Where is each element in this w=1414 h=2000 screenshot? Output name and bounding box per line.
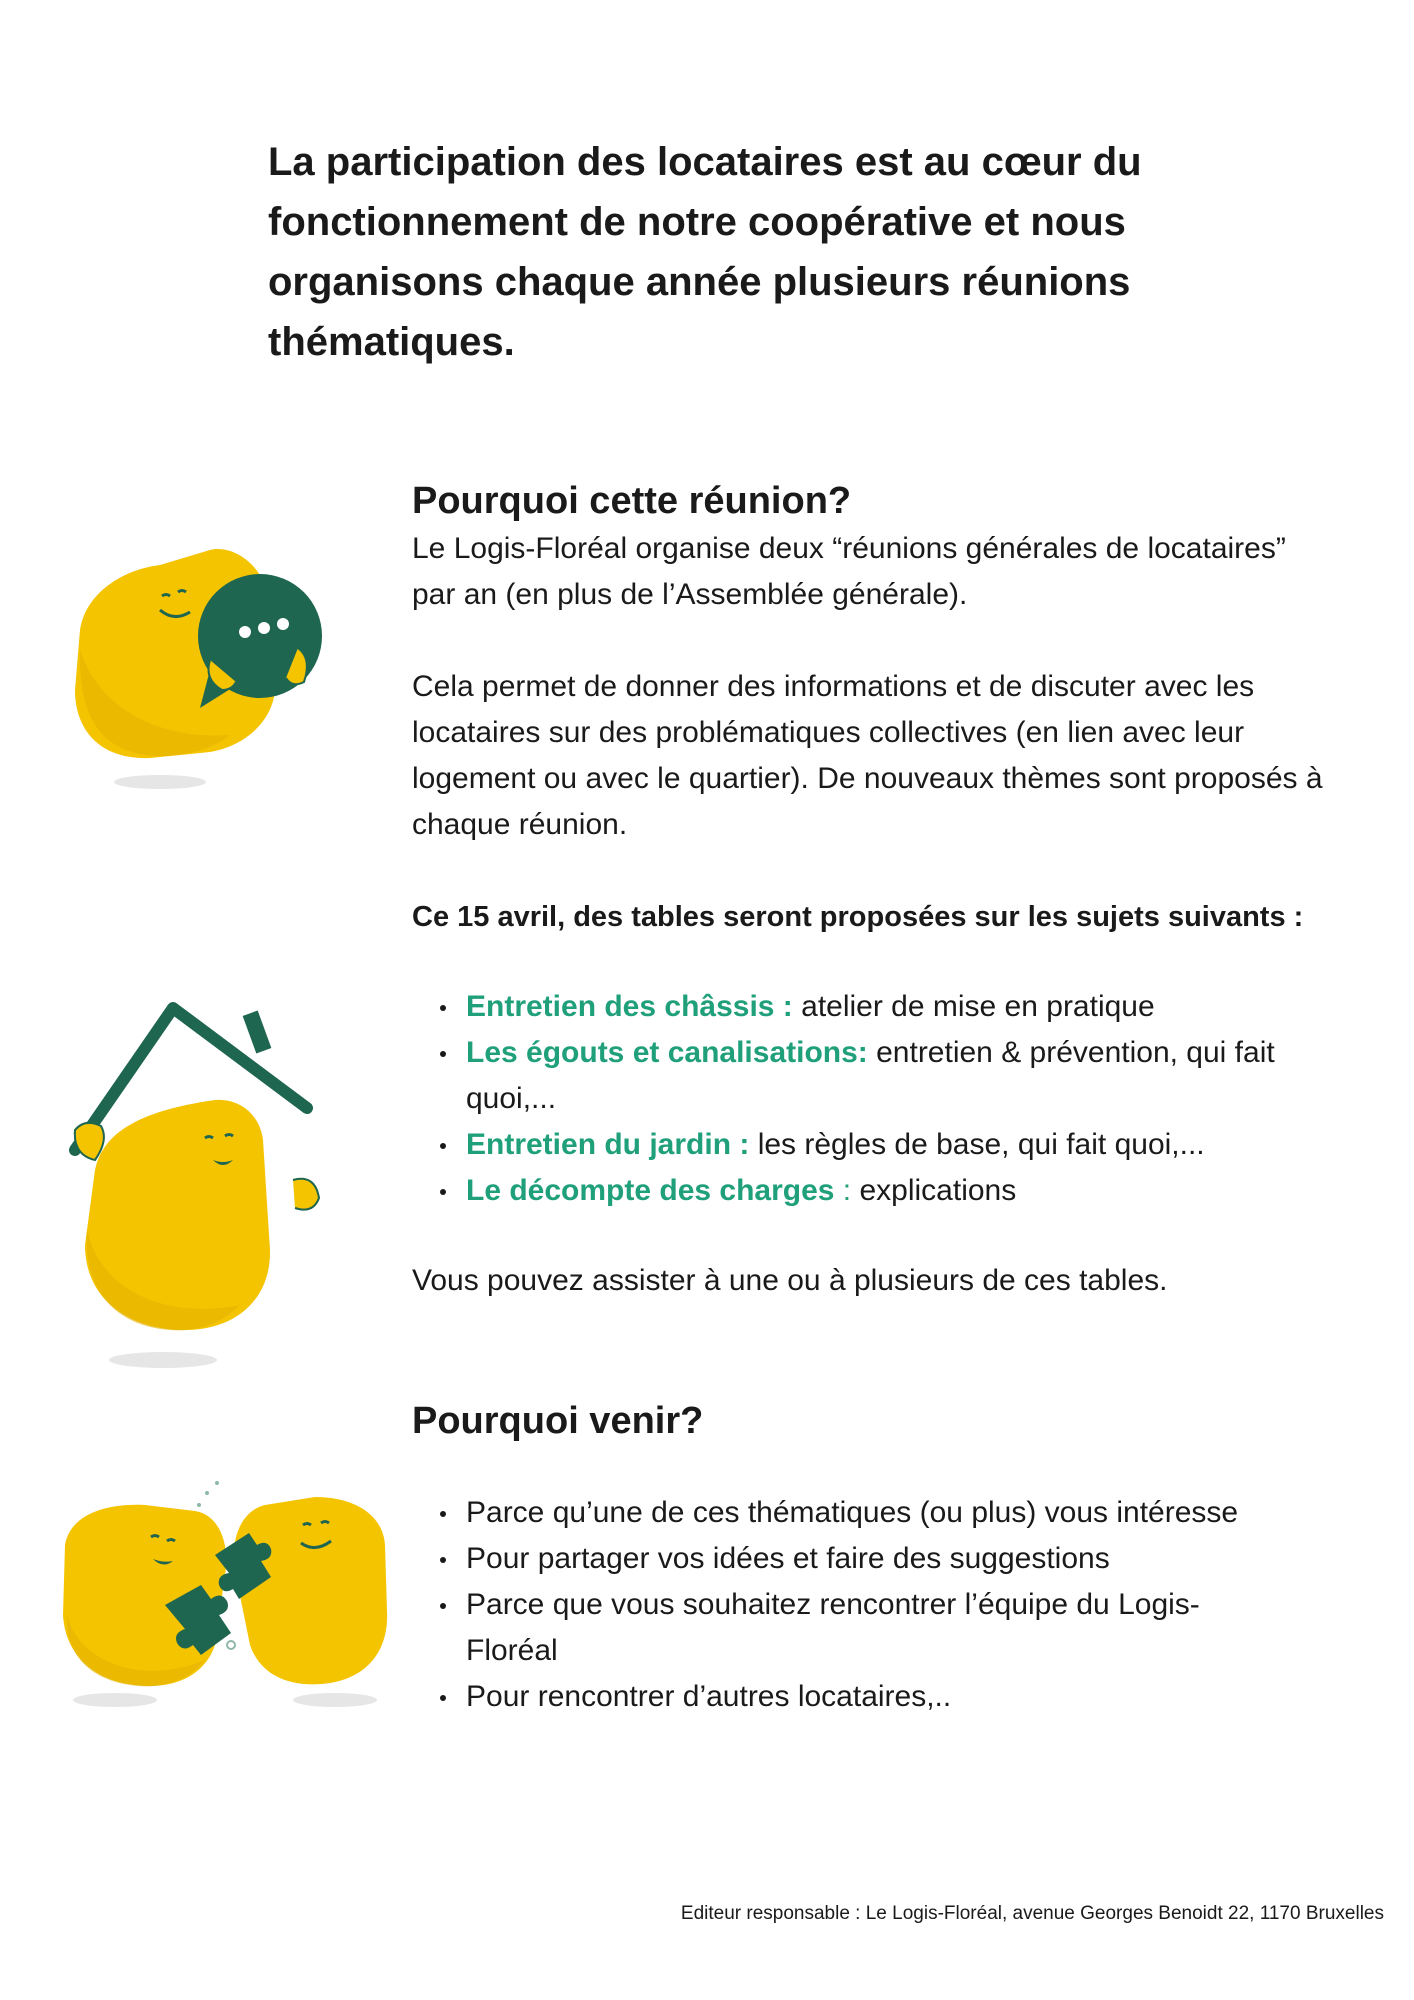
section-title: Pourquoi venir?	[412, 1400, 704, 1442]
list-item: Pour partager vos idées et faire des suggestions	[466, 1536, 1332, 1582]
topic-desc: explications	[851, 1174, 1017, 1207]
tables-intro: Ce 15 avril, des tables seront proposées sur les sujets suivants :	[412, 901, 1304, 933]
list-item	[466, 1168, 1332, 1214]
footer-publisher: Editeur responsable : Le Logis-Floréal, avenue Georges Benoidt 22, 1170 Bruxelles	[680, 1903, 1384, 1924]
topic-label: Les égouts et canalisations:	[466, 1036, 868, 1069]
section-why-come	[412, 1396, 1332, 1720]
topic-label: Le décompte des charges	[466, 1174, 835, 1207]
speech-bubble-character-icon	[60, 540, 360, 800]
section-why-meeting	[412, 476, 1332, 1304]
topic-desc: entretien & prévention, qui fait quoi,...	[466, 1036, 1275, 1115]
closing-text: Vous pouvez assister à une ou à plusieurs de ces tables.	[412, 1264, 1168, 1297]
list-item: Parce que vous souhaitez rencontrer l’équipe du Logis-Floréal	[466, 1582, 1286, 1674]
list-item	[466, 1030, 1332, 1122]
house-roof-character-icon	[55, 1000, 355, 1380]
intro-heading: La participation des locataires est au cœur du fonctionnement de notre coopérative et nous organisons chaque année plusieurs réunions thématiques.	[268, 140, 1142, 364]
list-item: Pour rencontrer d’autres locataires,..	[466, 1674, 1332, 1720]
paragraph: Cela permet de donner des informations et de discuter avec les locataires sur des problématiques collectives (en lien avec leur logement ou avec le quartier). De nouveaux thèmes sont proposés à chaque réunion.	[412, 670, 1323, 841]
paragraph: Le Logis-Floréal organise deux “réunions générales de locataires” par an (en plus de l’Assemblée générale).	[412, 532, 1286, 611]
topic-label: Entretien des châssis :	[466, 990, 793, 1023]
section-title: Pourquoi cette réunion?	[412, 480, 852, 522]
topic-desc: atelier de mise en pratique	[792, 990, 1155, 1023]
tables-list	[412, 984, 1332, 1214]
topic-label: Entretien du jardin :	[466, 1128, 750, 1161]
reasons-list	[412, 1490, 1332, 1720]
list-item: Parce qu’une de ces thématiques (ou plus) vous intéresse	[466, 1490, 1332, 1536]
topic-desc: les règles de base, qui fait quoi,...	[749, 1128, 1205, 1161]
topic-separator: :	[834, 1174, 852, 1207]
list-item	[466, 984, 1332, 1030]
puzzle-characters-icon	[55, 1475, 395, 1725]
list-item	[466, 1122, 1332, 1168]
